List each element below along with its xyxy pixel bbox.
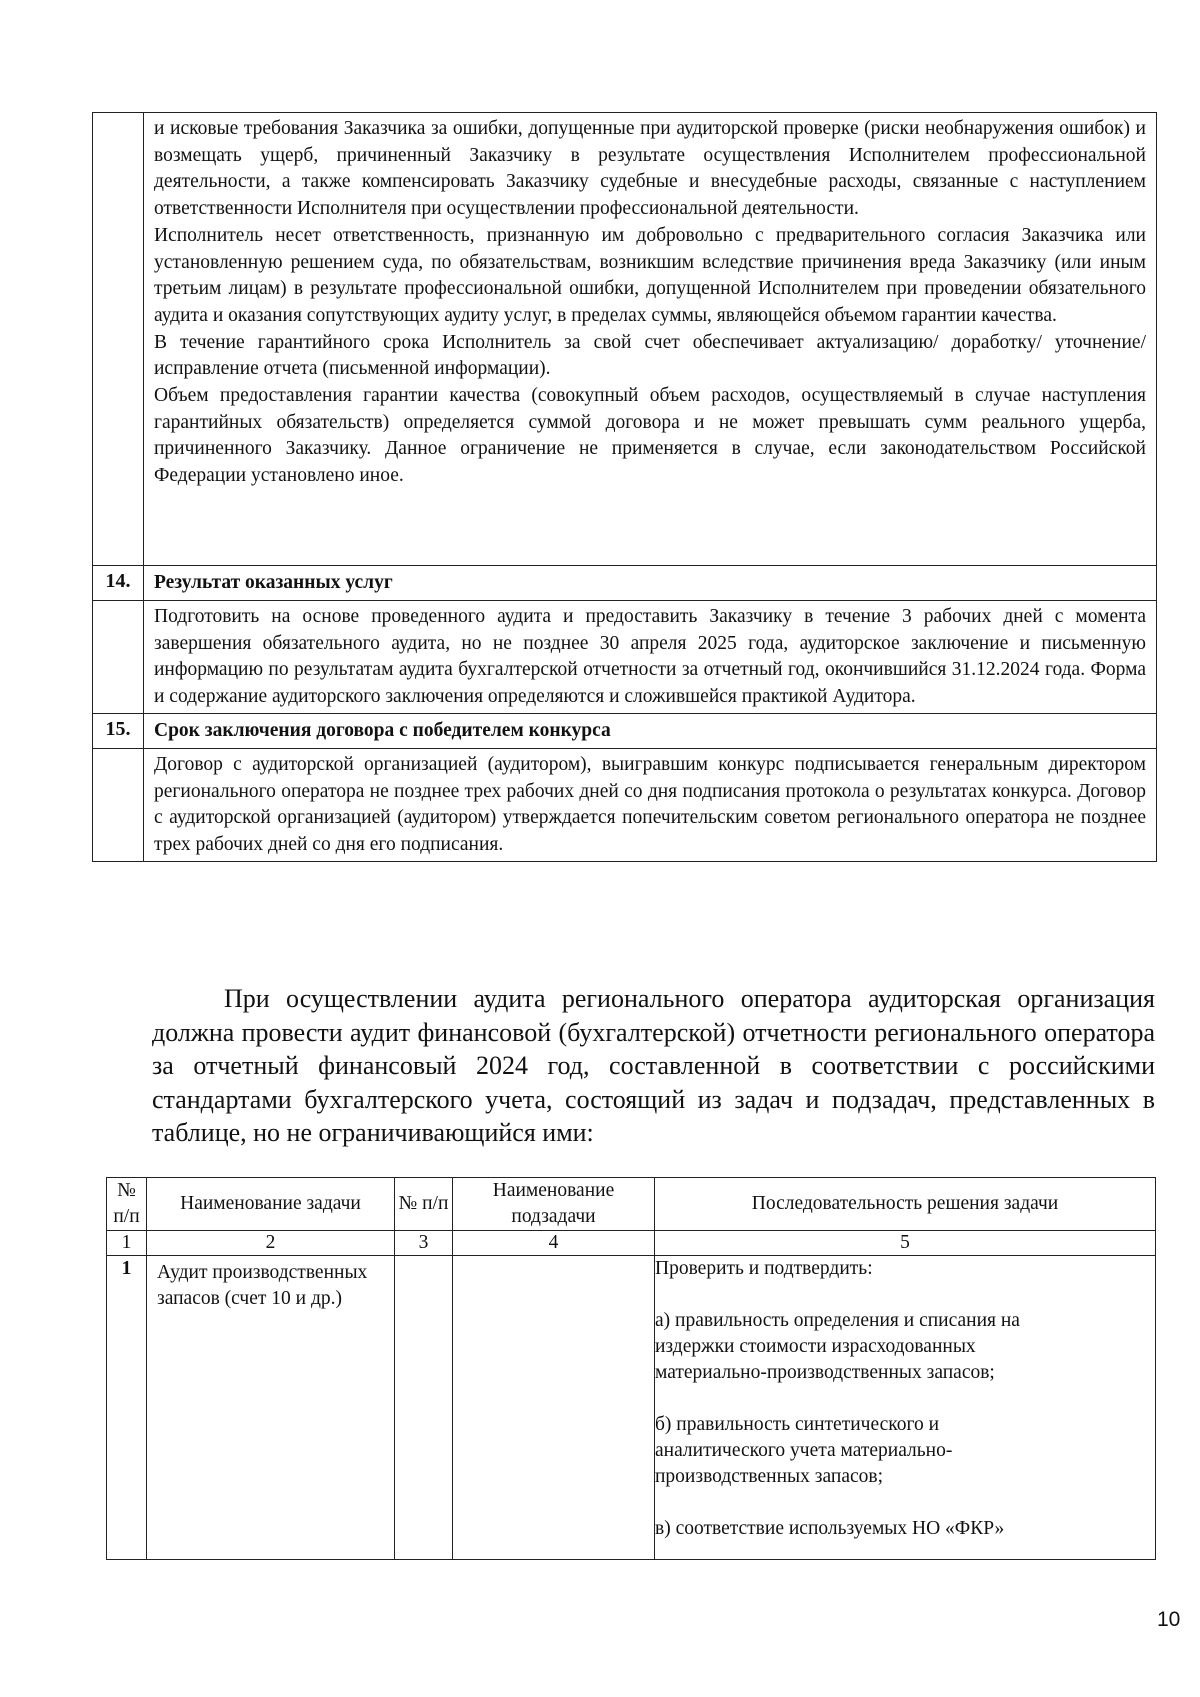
paragraph: В течение гарантийного срока Исполнитель за свой счет обеспечивает актуализацию/ доработку/ уточнение/ исправление отчета (письменной информации). xyxy=(154,331,1146,380)
section-heading: Результат оказанных услуг xyxy=(144,566,1157,601)
task-number: 1 xyxy=(107,1256,147,1560)
row-number: 15. xyxy=(93,713,144,748)
paragraph: и исковые требования Заказчика за ошибки, допущенные при аудиторской проверке (риски необнаружения ошибок) и возмещать ущерб, причиненный Заказчику в результате осуществления Исполнителем профессиональной деятельности, а также компенсировать Заказчику судебные и внесудебные расходы, связанные с наступлением ответственности Исполнителя при осуществлении профессиональной деятельности. xyxy=(154,118,1146,220)
sequence-line: б) правильность синтетического и xyxy=(655,1414,940,1435)
continuation-cell xyxy=(144,113,1157,566)
subtask-number xyxy=(395,1256,453,1560)
table-row xyxy=(93,566,1157,601)
table-row xyxy=(93,748,1157,861)
spacer xyxy=(655,1490,1155,1516)
column-index-row xyxy=(107,1231,1156,1256)
sequence-line: издержки стоимости израсходованных xyxy=(655,1336,976,1357)
sequence-line: производственных запасов; xyxy=(655,1466,884,1487)
column-index: 1 xyxy=(107,1231,147,1256)
sequence-line: в) соответствие используемых НО «ФКР» xyxy=(655,1518,1005,1539)
intro-paragraph: При осуществлении аудита регионального оператора аудиторская организация должна провести аудит финансовой (бухгалтерской) отчетности регионального оператора за отчетный финансовый 2024 год, составленной в соответствии с российскими стандартами бухгалтерского учета, состоящий из задач и подзадач, представленных в таблице, но не ограничивающийся ими: xyxy=(152,984,1155,1147)
column-index: 2 xyxy=(147,1231,395,1256)
column-header: № п/п xyxy=(107,1178,147,1231)
table-row xyxy=(93,113,1157,566)
column-header: Последовательность решения задачи xyxy=(655,1178,1156,1231)
table-row xyxy=(107,1256,1156,1560)
row-number-cell xyxy=(93,748,144,861)
table-header-row xyxy=(107,1178,1156,1231)
section-text: Подготовить на основе проведенного аудита и предоставить Заказчику в течение 3 рабочих дней с момента завершения обязательного аудита, но не позднее 30 апреля 2025 года, аудиторское заключение и письменную информацию по результатам аудита бухгалтерской отчетности за отчетный год, окончившийся 31.12.2024 года. Форма и содержание аудиторского заключения определяются и сложившейся практикой Аудитора. xyxy=(144,601,1157,714)
task-sequence xyxy=(655,1256,1156,1560)
table-row xyxy=(93,601,1157,714)
row-number-cell xyxy=(93,113,144,566)
row-number-cell xyxy=(93,601,144,714)
paragraph: Исполнитель несет ответственность, признанную им добровольно с предварительного согласия Заказчика или установленную решением суда, по обязательствам, возникшим вследствие причинения вреда Заказчику (или иным третьим лицам) в результате профессиональной ошибки, допущенной Исполнителем при проведении обязательного аудита и оказания сопутствующих аудиту услуг, в пределах суммы, являющейся объемом гарантии качества. xyxy=(154,224,1146,326)
column-header: Наименование задачи xyxy=(147,1178,395,1231)
column-header: № п/п xyxy=(395,1178,453,1231)
row-number: 14. xyxy=(93,566,144,601)
spacer xyxy=(655,1386,1155,1412)
column-index: 4 xyxy=(453,1231,655,1256)
spacer xyxy=(655,1282,1155,1308)
subtask-name xyxy=(453,1256,655,1560)
sequence-line: а) правильность определения и списания на xyxy=(655,1310,1020,1331)
sequence-line: аналитического учета материально- xyxy=(655,1440,953,1461)
requirements-table xyxy=(92,112,1157,862)
section-text: Договор с аудиторской организацией (аудитором), выигравшим конкурс подписывается генеральным директором регионального оператора не позднее трех рабочих дней со дня подписания протокола о результатах конкурса. Договор с аудиторской организацией (аудитором) утверждается попечительским советом регионального оператора не позднее трех рабочих дней со дня его подписания. xyxy=(144,748,1157,861)
sequence-line: материально-производственных запасов; xyxy=(655,1362,995,1383)
task-name: Аудит производственных запасов (счет 10 и др.) xyxy=(147,1256,395,1560)
column-header: Наименование подзадачи xyxy=(453,1178,655,1231)
section-heading: Срок заключения договора с победителем конкурса xyxy=(144,713,1157,748)
column-index: 5 xyxy=(655,1231,1156,1256)
tasks-table xyxy=(106,1177,1156,1560)
column-index: 3 xyxy=(395,1231,453,1256)
sequence-intro: Проверить и подтвердить: xyxy=(655,1258,873,1279)
paragraph: Объем предоставления гарантии качества (совокупный объем расходов, осуществляемый в случае наступления гарантийных обязательств) определяется суммой договора и не может превышать сумм реального ущерба, причиненного Заказчику. Данное ограничение не применяется в случае, если законодательством Российской Федерации установлено иное. xyxy=(154,385,1146,487)
table-row xyxy=(93,713,1157,748)
page-number: 10 xyxy=(1157,1608,1181,1631)
